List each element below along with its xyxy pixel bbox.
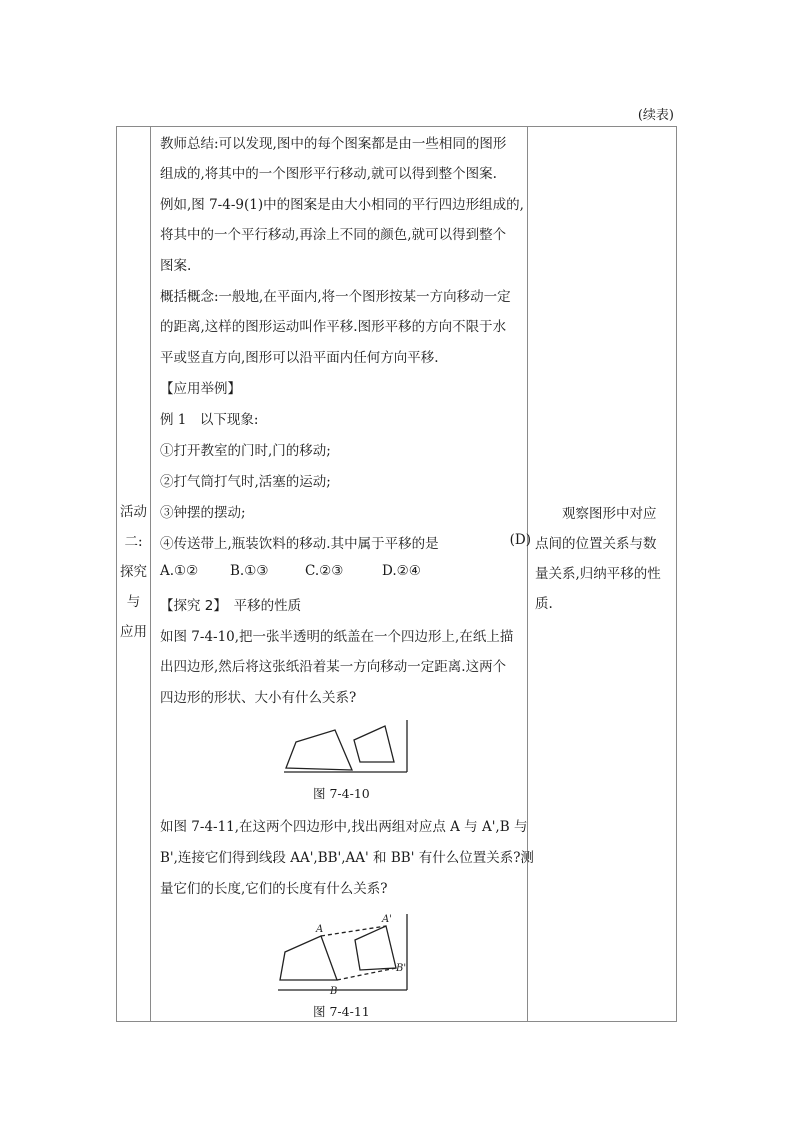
text-line: 将其中的一个平行移动,再涂上不同的颜色,就可以得到整个: [160, 227, 507, 243]
text-line: 平或竖直方向,图形可以沿平面内任何方向平移.: [160, 350, 439, 366]
point-label: A': [382, 914, 392, 925]
text-line: 图案.: [160, 258, 192, 274]
side-note-line: 质.: [535, 596, 553, 612]
text-line: 出四边形,然后将这张纸沿着某一方向移动一定距离.这两个: [160, 659, 507, 675]
text-line: 组成的,将其中的一个图形平行移动,就可以得到整个图案.: [160, 166, 497, 182]
side-note-line: 量关系,归纳平移的性: [535, 566, 661, 582]
continued-label: (续表): [637, 108, 674, 123]
figure-caption: 图 7-4-10: [313, 786, 370, 801]
activity-label-line: 活动: [120, 504, 147, 520]
activity-label-line: 二:: [124, 534, 143, 550]
activity-label-line: 与: [126, 594, 141, 610]
text-line: 概括概念:一般地,在平面内,将一个图形按某一方向移动一定: [160, 289, 511, 305]
section-heading: 【应用举例】: [160, 381, 241, 397]
text-line: 四边形的形状、大小有什么关系?: [160, 690, 357, 706]
text-line: 量它们的长度,它们的长度有什么关系?: [160, 881, 388, 897]
figure-caption: 图 7-4-11: [313, 1004, 370, 1019]
activity-label-line: 探究: [120, 564, 147, 580]
point-label: B: [330, 986, 338, 997]
side-note: [535, 499, 671, 619]
text-line: B',连接它们得到线段 AA',BB',AA' 和 BB' 有什么位置关系?测: [160, 850, 534, 866]
text-line: 例 1 以下现象:: [160, 412, 259, 428]
text-line: 例如,图 7-4-9(1)中的图案是由大小相同的平行四边形组成的,: [160, 197, 524, 213]
column-divider-1: [150, 127, 151, 1021]
answer-label: (D): [509, 532, 531, 548]
text-line: 如图 7-4-11,在这两个四边形中,找出两组对应点 A 与 A',B 与: [160, 819, 528, 835]
option: D.②④: [382, 563, 421, 579]
activity-label-line: 应用: [120, 624, 147, 640]
side-note-line: 观察图形中对应: [535, 506, 657, 522]
option: C.②③: [305, 563, 344, 579]
option: B.①③: [230, 563, 269, 579]
text-line: ④传送带上,瓶装饮料的移动.其中属于平移的是: [160, 536, 439, 552]
text-line: ②打气筒打气时,活塞的运动;: [160, 474, 331, 490]
figure-7-4-10: [282, 718, 412, 778]
lesson-table: [116, 126, 677, 1022]
point-label: A: [316, 924, 324, 935]
text-line: ①打开教室的门时,门的移动;: [160, 443, 331, 459]
section-heading: 【探究 2】 平移的性质: [160, 598, 302, 614]
text-line: 的距离,这样的图形运动叫作平移.图形平移的方向不限于水: [160, 319, 507, 335]
side-note-line: 点间的位置关系与数: [535, 536, 657, 552]
column-divider-2: [527, 127, 528, 1021]
text-line: ③钟摆的摆动;: [160, 505, 246, 521]
figure-7-4-11: [272, 910, 412, 998]
text-line: 教师总结:可以发现,图中的每个图案都是由一些相同的图形: [160, 136, 507, 152]
activity-label: [117, 497, 150, 647]
point-label: B': [396, 963, 407, 974]
option: A.①②: [160, 563, 199, 579]
text-line: 如图 7-4-10,把一张半透明的纸盖在一个四边形上,在纸上描: [160, 629, 514, 645]
